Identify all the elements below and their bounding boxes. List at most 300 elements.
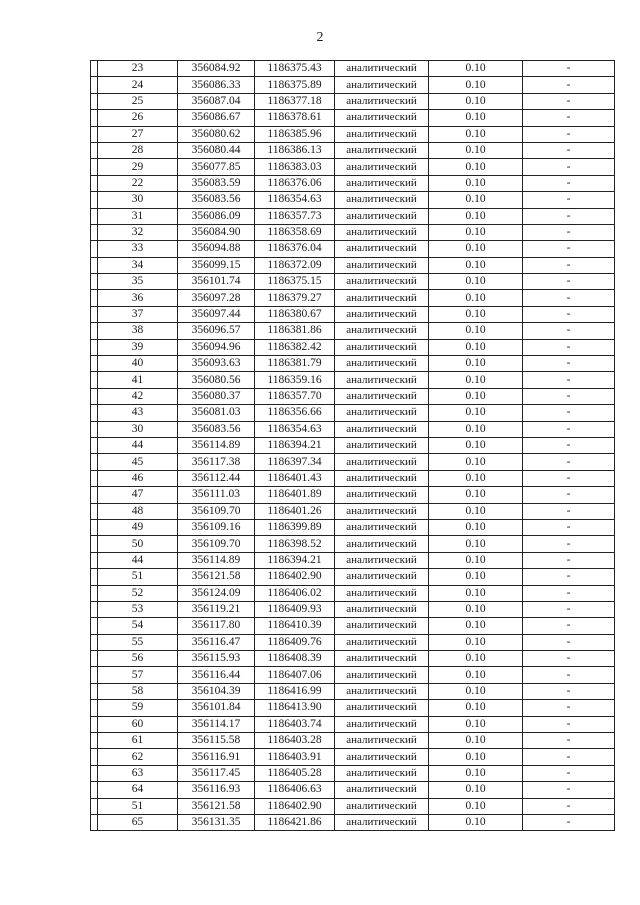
x-coordinate-cell: 356094.88 bbox=[178, 241, 255, 257]
margin-cell bbox=[91, 569, 98, 585]
margin-cell bbox=[91, 208, 98, 224]
x-coordinate-cell: 356080.62 bbox=[178, 126, 255, 142]
margin-cell bbox=[91, 634, 98, 650]
y-coordinate-cell: 1186357.70 bbox=[255, 388, 335, 404]
method-cell: аналитический bbox=[335, 487, 429, 503]
method-cell: аналитический bbox=[335, 798, 429, 814]
description-cell: - bbox=[523, 77, 615, 93]
description-cell: - bbox=[523, 421, 615, 437]
method-cell: аналитический bbox=[335, 126, 429, 142]
method-cell: аналитический bbox=[335, 470, 429, 486]
method-cell: аналитический bbox=[335, 274, 429, 290]
point-number-cell: 57 bbox=[98, 667, 178, 683]
accuracy-cell: 0.10 bbox=[429, 208, 523, 224]
method-cell: аналитический bbox=[335, 683, 429, 699]
method-cell: аналитический bbox=[335, 716, 429, 732]
x-coordinate-cell: 356101.74 bbox=[178, 274, 255, 290]
margin-cell bbox=[91, 110, 98, 126]
accuracy-cell: 0.10 bbox=[429, 733, 523, 749]
method-cell: аналитический bbox=[335, 618, 429, 634]
point-number-cell: 54 bbox=[98, 618, 178, 634]
accuracy-cell: 0.10 bbox=[429, 290, 523, 306]
description-cell: - bbox=[523, 634, 615, 650]
y-coordinate-cell: 1186356.66 bbox=[255, 405, 335, 421]
method-cell: аналитический bbox=[335, 700, 429, 716]
y-coordinate-cell: 1186394.21 bbox=[255, 437, 335, 453]
coordinates-table bbox=[90, 60, 615, 831]
description-cell: - bbox=[523, 552, 615, 568]
x-coordinate-cell: 356131.35 bbox=[178, 814, 255, 830]
table-row bbox=[91, 274, 615, 290]
accuracy-cell: 0.10 bbox=[429, 700, 523, 716]
table-row bbox=[91, 470, 615, 486]
point-number-cell: 30 bbox=[98, 192, 178, 208]
method-cell: аналитический bbox=[335, 405, 429, 421]
coordinates-table-body bbox=[91, 61, 615, 831]
description-cell: - bbox=[523, 749, 615, 765]
method-cell: аналитический bbox=[335, 437, 429, 453]
description-cell: - bbox=[523, 503, 615, 519]
point-number-cell: 62 bbox=[98, 749, 178, 765]
accuracy-cell: 0.10 bbox=[429, 487, 523, 503]
point-number-cell: 46 bbox=[98, 470, 178, 486]
method-cell: аналитический bbox=[335, 585, 429, 601]
accuracy-cell: 0.10 bbox=[429, 798, 523, 814]
method-cell: аналитический bbox=[335, 61, 429, 77]
method-cell: аналитический bbox=[335, 519, 429, 535]
accuracy-cell: 0.10 bbox=[429, 241, 523, 257]
point-number-cell: 51 bbox=[98, 798, 178, 814]
accuracy-cell: 0.10 bbox=[429, 192, 523, 208]
accuracy-cell: 0.10 bbox=[429, 569, 523, 585]
x-coordinate-cell: 356081.03 bbox=[178, 405, 255, 421]
table-row bbox=[91, 618, 615, 634]
table-row bbox=[91, 814, 615, 830]
table-row bbox=[91, 487, 615, 503]
method-cell: аналитический bbox=[335, 651, 429, 667]
x-coordinate-cell: 356086.09 bbox=[178, 208, 255, 224]
y-coordinate-cell: 1186416.99 bbox=[255, 683, 335, 699]
accuracy-cell: 0.10 bbox=[429, 175, 523, 191]
margin-cell bbox=[91, 700, 98, 716]
table-row bbox=[91, 503, 615, 519]
y-coordinate-cell: 1186421.86 bbox=[255, 814, 335, 830]
point-number-cell: 63 bbox=[98, 765, 178, 781]
method-cell: аналитический bbox=[335, 323, 429, 339]
x-coordinate-cell: 356116.91 bbox=[178, 749, 255, 765]
description-cell: - bbox=[523, 126, 615, 142]
y-coordinate-cell: 1186401.89 bbox=[255, 487, 335, 503]
accuracy-cell: 0.10 bbox=[429, 339, 523, 355]
description-cell: - bbox=[523, 405, 615, 421]
method-cell: аналитический bbox=[335, 536, 429, 552]
accuracy-cell: 0.10 bbox=[429, 61, 523, 77]
accuracy-cell: 0.10 bbox=[429, 651, 523, 667]
description-cell: - bbox=[523, 716, 615, 732]
x-coordinate-cell: 356112.44 bbox=[178, 470, 255, 486]
point-number-cell: 60 bbox=[98, 716, 178, 732]
x-coordinate-cell: 356093.63 bbox=[178, 356, 255, 372]
margin-cell bbox=[91, 454, 98, 470]
description-cell: - bbox=[523, 470, 615, 486]
x-coordinate-cell: 356086.33 bbox=[178, 77, 255, 93]
description-cell: - bbox=[523, 733, 615, 749]
y-coordinate-cell: 1186405.28 bbox=[255, 765, 335, 781]
table-row bbox=[91, 519, 615, 535]
margin-cell bbox=[91, 519, 98, 535]
margin-cell bbox=[91, 192, 98, 208]
accuracy-cell: 0.10 bbox=[429, 372, 523, 388]
margin-cell bbox=[91, 470, 98, 486]
point-number-cell: 33 bbox=[98, 241, 178, 257]
margin-cell bbox=[91, 782, 98, 798]
method-cell: аналитический bbox=[335, 667, 429, 683]
table-row bbox=[91, 192, 615, 208]
method-cell: аналитический bbox=[335, 749, 429, 765]
x-coordinate-cell: 356101.84 bbox=[178, 700, 255, 716]
method-cell: аналитический bbox=[335, 733, 429, 749]
y-coordinate-cell: 1186375.43 bbox=[255, 61, 335, 77]
margin-cell bbox=[91, 323, 98, 339]
accuracy-cell: 0.10 bbox=[429, 274, 523, 290]
description-cell: - bbox=[523, 61, 615, 77]
y-coordinate-cell: 1186357.73 bbox=[255, 208, 335, 224]
method-cell: аналитический bbox=[335, 110, 429, 126]
x-coordinate-cell: 356080.37 bbox=[178, 388, 255, 404]
accuracy-cell: 0.10 bbox=[429, 93, 523, 109]
method-cell: аналитический bbox=[335, 159, 429, 175]
margin-cell bbox=[91, 175, 98, 191]
table-row bbox=[91, 339, 615, 355]
method-cell: аналитический bbox=[335, 306, 429, 322]
accuracy-cell: 0.10 bbox=[429, 405, 523, 421]
method-cell: аналитический bbox=[335, 339, 429, 355]
x-coordinate-cell: 356114.89 bbox=[178, 437, 255, 453]
margin-cell bbox=[91, 814, 98, 830]
table-row bbox=[91, 208, 615, 224]
margin-cell bbox=[91, 257, 98, 273]
y-coordinate-cell: 1186406.63 bbox=[255, 782, 335, 798]
y-coordinate-cell: 1186375.15 bbox=[255, 274, 335, 290]
margin-cell bbox=[91, 224, 98, 240]
description-cell: - bbox=[523, 93, 615, 109]
margin-cell bbox=[91, 749, 98, 765]
x-coordinate-cell: 356109.16 bbox=[178, 519, 255, 535]
point-number-cell: 59 bbox=[98, 700, 178, 716]
description-cell: - bbox=[523, 683, 615, 699]
description-cell: - bbox=[523, 208, 615, 224]
margin-cell bbox=[91, 618, 98, 634]
table-row bbox=[91, 437, 615, 453]
table-row bbox=[91, 77, 615, 93]
margin-cell bbox=[91, 93, 98, 109]
description-cell: - bbox=[523, 798, 615, 814]
point-number-cell: 48 bbox=[98, 503, 178, 519]
x-coordinate-cell: 356097.28 bbox=[178, 290, 255, 306]
table-row bbox=[91, 765, 615, 781]
margin-cell bbox=[91, 421, 98, 437]
method-cell: аналитический bbox=[335, 503, 429, 519]
point-number-cell: 22 bbox=[98, 175, 178, 191]
y-coordinate-cell: 1186354.63 bbox=[255, 192, 335, 208]
accuracy-cell: 0.10 bbox=[429, 536, 523, 552]
point-number-cell: 39 bbox=[98, 339, 178, 355]
margin-cell bbox=[91, 601, 98, 617]
y-coordinate-cell: 1186402.90 bbox=[255, 798, 335, 814]
point-number-cell: 44 bbox=[98, 437, 178, 453]
method-cell: аналитический bbox=[335, 290, 429, 306]
description-cell: - bbox=[523, 454, 615, 470]
point-number-cell: 40 bbox=[98, 356, 178, 372]
point-number-cell: 28 bbox=[98, 142, 178, 158]
table-row bbox=[91, 716, 615, 732]
accuracy-cell: 0.10 bbox=[429, 814, 523, 830]
point-number-cell: 53 bbox=[98, 601, 178, 617]
method-cell: аналитический bbox=[335, 782, 429, 798]
margin-cell bbox=[91, 552, 98, 568]
margin-cell bbox=[91, 126, 98, 142]
margin-cell bbox=[91, 651, 98, 667]
description-cell: - bbox=[523, 142, 615, 158]
table-row bbox=[91, 454, 615, 470]
method-cell: аналитический bbox=[335, 552, 429, 568]
table-row bbox=[91, 421, 615, 437]
y-coordinate-cell: 1186394.21 bbox=[255, 552, 335, 568]
margin-cell bbox=[91, 716, 98, 732]
table-row bbox=[91, 372, 615, 388]
accuracy-cell: 0.10 bbox=[429, 224, 523, 240]
table-row bbox=[91, 241, 615, 257]
method-cell: аналитический bbox=[335, 192, 429, 208]
y-coordinate-cell: 1186376.04 bbox=[255, 241, 335, 257]
y-coordinate-cell: 1186406.02 bbox=[255, 585, 335, 601]
x-coordinate-cell: 356109.70 bbox=[178, 503, 255, 519]
margin-cell bbox=[91, 536, 98, 552]
y-coordinate-cell: 1186398.52 bbox=[255, 536, 335, 552]
accuracy-cell: 0.10 bbox=[429, 437, 523, 453]
method-cell: аналитический bbox=[335, 421, 429, 437]
table-row bbox=[91, 257, 615, 273]
point-number-cell: 36 bbox=[98, 290, 178, 306]
accuracy-cell: 0.10 bbox=[429, 519, 523, 535]
x-coordinate-cell: 356104.39 bbox=[178, 683, 255, 699]
x-coordinate-cell: 356124.09 bbox=[178, 585, 255, 601]
description-cell: - bbox=[523, 224, 615, 240]
y-coordinate-cell: 1186403.28 bbox=[255, 733, 335, 749]
method-cell: аналитический bbox=[335, 569, 429, 585]
accuracy-cell: 0.10 bbox=[429, 470, 523, 486]
accuracy-cell: 0.10 bbox=[429, 257, 523, 273]
description-cell: - bbox=[523, 290, 615, 306]
description-cell: - bbox=[523, 765, 615, 781]
accuracy-cell: 0.10 bbox=[429, 683, 523, 699]
margin-cell bbox=[91, 372, 98, 388]
margin-cell bbox=[91, 798, 98, 814]
y-coordinate-cell: 1186413.90 bbox=[255, 700, 335, 716]
accuracy-cell: 0.10 bbox=[429, 306, 523, 322]
method-cell: аналитический bbox=[335, 634, 429, 650]
point-number-cell: 27 bbox=[98, 126, 178, 142]
accuracy-cell: 0.10 bbox=[429, 601, 523, 617]
margin-cell bbox=[91, 306, 98, 322]
y-coordinate-cell: 1186378.61 bbox=[255, 110, 335, 126]
table-row bbox=[91, 683, 615, 699]
accuracy-cell: 0.10 bbox=[429, 552, 523, 568]
description-cell: - bbox=[523, 110, 615, 126]
method-cell: аналитический bbox=[335, 224, 429, 240]
y-coordinate-cell: 1186397.34 bbox=[255, 454, 335, 470]
point-number-cell: 49 bbox=[98, 519, 178, 535]
point-number-cell: 26 bbox=[98, 110, 178, 126]
accuracy-cell: 0.10 bbox=[429, 716, 523, 732]
y-coordinate-cell: 1186381.79 bbox=[255, 356, 335, 372]
table-row bbox=[91, 782, 615, 798]
margin-cell bbox=[91, 437, 98, 453]
x-coordinate-cell: 356099.15 bbox=[178, 257, 255, 273]
description-cell: - bbox=[523, 241, 615, 257]
description-cell: - bbox=[523, 356, 615, 372]
y-coordinate-cell: 1186401.26 bbox=[255, 503, 335, 519]
margin-cell bbox=[91, 683, 98, 699]
margin-cell bbox=[91, 274, 98, 290]
y-coordinate-cell: 1186359.16 bbox=[255, 372, 335, 388]
x-coordinate-cell: 356116.93 bbox=[178, 782, 255, 798]
y-coordinate-cell: 1186401.43 bbox=[255, 470, 335, 486]
margin-cell bbox=[91, 733, 98, 749]
x-coordinate-cell: 356096.57 bbox=[178, 323, 255, 339]
point-number-cell: 45 bbox=[98, 454, 178, 470]
method-cell: аналитический bbox=[335, 454, 429, 470]
method-cell: аналитический bbox=[335, 372, 429, 388]
point-number-cell: 31 bbox=[98, 208, 178, 224]
accuracy-cell: 0.10 bbox=[429, 782, 523, 798]
point-number-cell: 37 bbox=[98, 306, 178, 322]
description-cell: - bbox=[523, 585, 615, 601]
table-row bbox=[91, 61, 615, 77]
y-coordinate-cell: 1186385.96 bbox=[255, 126, 335, 142]
y-coordinate-cell: 1186386.13 bbox=[255, 142, 335, 158]
description-cell: - bbox=[523, 175, 615, 191]
table-row bbox=[91, 323, 615, 339]
x-coordinate-cell: 356119.21 bbox=[178, 601, 255, 617]
point-number-cell: 47 bbox=[98, 487, 178, 503]
margin-cell bbox=[91, 405, 98, 421]
margin-cell bbox=[91, 487, 98, 503]
x-coordinate-cell: 356083.56 bbox=[178, 421, 255, 437]
accuracy-cell: 0.10 bbox=[429, 110, 523, 126]
table-row bbox=[91, 798, 615, 814]
accuracy-cell: 0.10 bbox=[429, 749, 523, 765]
y-coordinate-cell: 1186358.69 bbox=[255, 224, 335, 240]
x-coordinate-cell: 356121.58 bbox=[178, 569, 255, 585]
point-number-cell: 24 bbox=[98, 77, 178, 93]
method-cell: аналитический bbox=[335, 601, 429, 617]
x-coordinate-cell: 356084.92 bbox=[178, 61, 255, 77]
x-coordinate-cell: 356080.44 bbox=[178, 142, 255, 158]
x-coordinate-cell: 356086.67 bbox=[178, 110, 255, 126]
margin-cell bbox=[91, 356, 98, 372]
description-cell: - bbox=[523, 601, 615, 617]
margin-cell bbox=[91, 290, 98, 306]
accuracy-cell: 0.10 bbox=[429, 765, 523, 781]
x-coordinate-cell: 356083.59 bbox=[178, 175, 255, 191]
table-row bbox=[91, 110, 615, 126]
page-number: 2 bbox=[316, 30, 324, 45]
y-coordinate-cell: 1186402.90 bbox=[255, 569, 335, 585]
accuracy-cell: 0.10 bbox=[429, 77, 523, 93]
description-cell: - bbox=[523, 700, 615, 716]
method-cell: аналитический bbox=[335, 208, 429, 224]
x-coordinate-cell: 356080.56 bbox=[178, 372, 255, 388]
y-coordinate-cell: 1186380.67 bbox=[255, 306, 335, 322]
method-cell: аналитический bbox=[335, 388, 429, 404]
margin-cell bbox=[91, 241, 98, 257]
margin-cell bbox=[91, 142, 98, 158]
table-row bbox=[91, 175, 615, 191]
accuracy-cell: 0.10 bbox=[429, 454, 523, 470]
point-number-cell: 30 bbox=[98, 421, 178, 437]
table-row bbox=[91, 356, 615, 372]
x-coordinate-cell: 356077.85 bbox=[178, 159, 255, 175]
method-cell: аналитический bbox=[335, 765, 429, 781]
x-coordinate-cell: 356084.90 bbox=[178, 224, 255, 240]
y-coordinate-cell: 1186375.89 bbox=[255, 77, 335, 93]
table-row bbox=[91, 749, 615, 765]
description-cell: - bbox=[523, 323, 615, 339]
x-coordinate-cell: 356109.70 bbox=[178, 536, 255, 552]
point-number-cell: 51 bbox=[98, 569, 178, 585]
accuracy-cell: 0.10 bbox=[429, 388, 523, 404]
description-cell: - bbox=[523, 192, 615, 208]
margin-cell bbox=[91, 667, 98, 683]
accuracy-cell: 0.10 bbox=[429, 503, 523, 519]
table-row bbox=[91, 585, 615, 601]
method-cell: аналитический bbox=[335, 241, 429, 257]
point-number-cell: 64 bbox=[98, 782, 178, 798]
table-row bbox=[91, 159, 615, 175]
table-row bbox=[91, 126, 615, 142]
description-cell: - bbox=[523, 814, 615, 830]
margin-cell bbox=[91, 503, 98, 519]
table-row bbox=[91, 306, 615, 322]
point-number-cell: 29 bbox=[98, 159, 178, 175]
y-coordinate-cell: 1186409.76 bbox=[255, 634, 335, 650]
point-number-cell: 23 bbox=[98, 61, 178, 77]
table-row bbox=[91, 224, 615, 240]
method-cell: аналитический bbox=[335, 93, 429, 109]
y-coordinate-cell: 1186372.09 bbox=[255, 257, 335, 273]
y-coordinate-cell: 1186354.63 bbox=[255, 421, 335, 437]
description-cell: - bbox=[523, 339, 615, 355]
table-row bbox=[91, 733, 615, 749]
x-coordinate-cell: 356115.93 bbox=[178, 651, 255, 667]
y-coordinate-cell: 1186407.06 bbox=[255, 667, 335, 683]
accuracy-cell: 0.10 bbox=[429, 142, 523, 158]
table-row bbox=[91, 93, 615, 109]
x-coordinate-cell: 356117.45 bbox=[178, 765, 255, 781]
y-coordinate-cell: 1186383.03 bbox=[255, 159, 335, 175]
x-coordinate-cell: 356083.56 bbox=[178, 192, 255, 208]
table-row bbox=[91, 405, 615, 421]
accuracy-cell: 0.10 bbox=[429, 634, 523, 650]
y-coordinate-cell: 1186410.39 bbox=[255, 618, 335, 634]
table-row bbox=[91, 651, 615, 667]
accuracy-cell: 0.10 bbox=[429, 356, 523, 372]
x-coordinate-cell: 356111.03 bbox=[178, 487, 255, 503]
table-row bbox=[91, 552, 615, 568]
point-number-cell: 65 bbox=[98, 814, 178, 830]
y-coordinate-cell: 1186379.27 bbox=[255, 290, 335, 306]
